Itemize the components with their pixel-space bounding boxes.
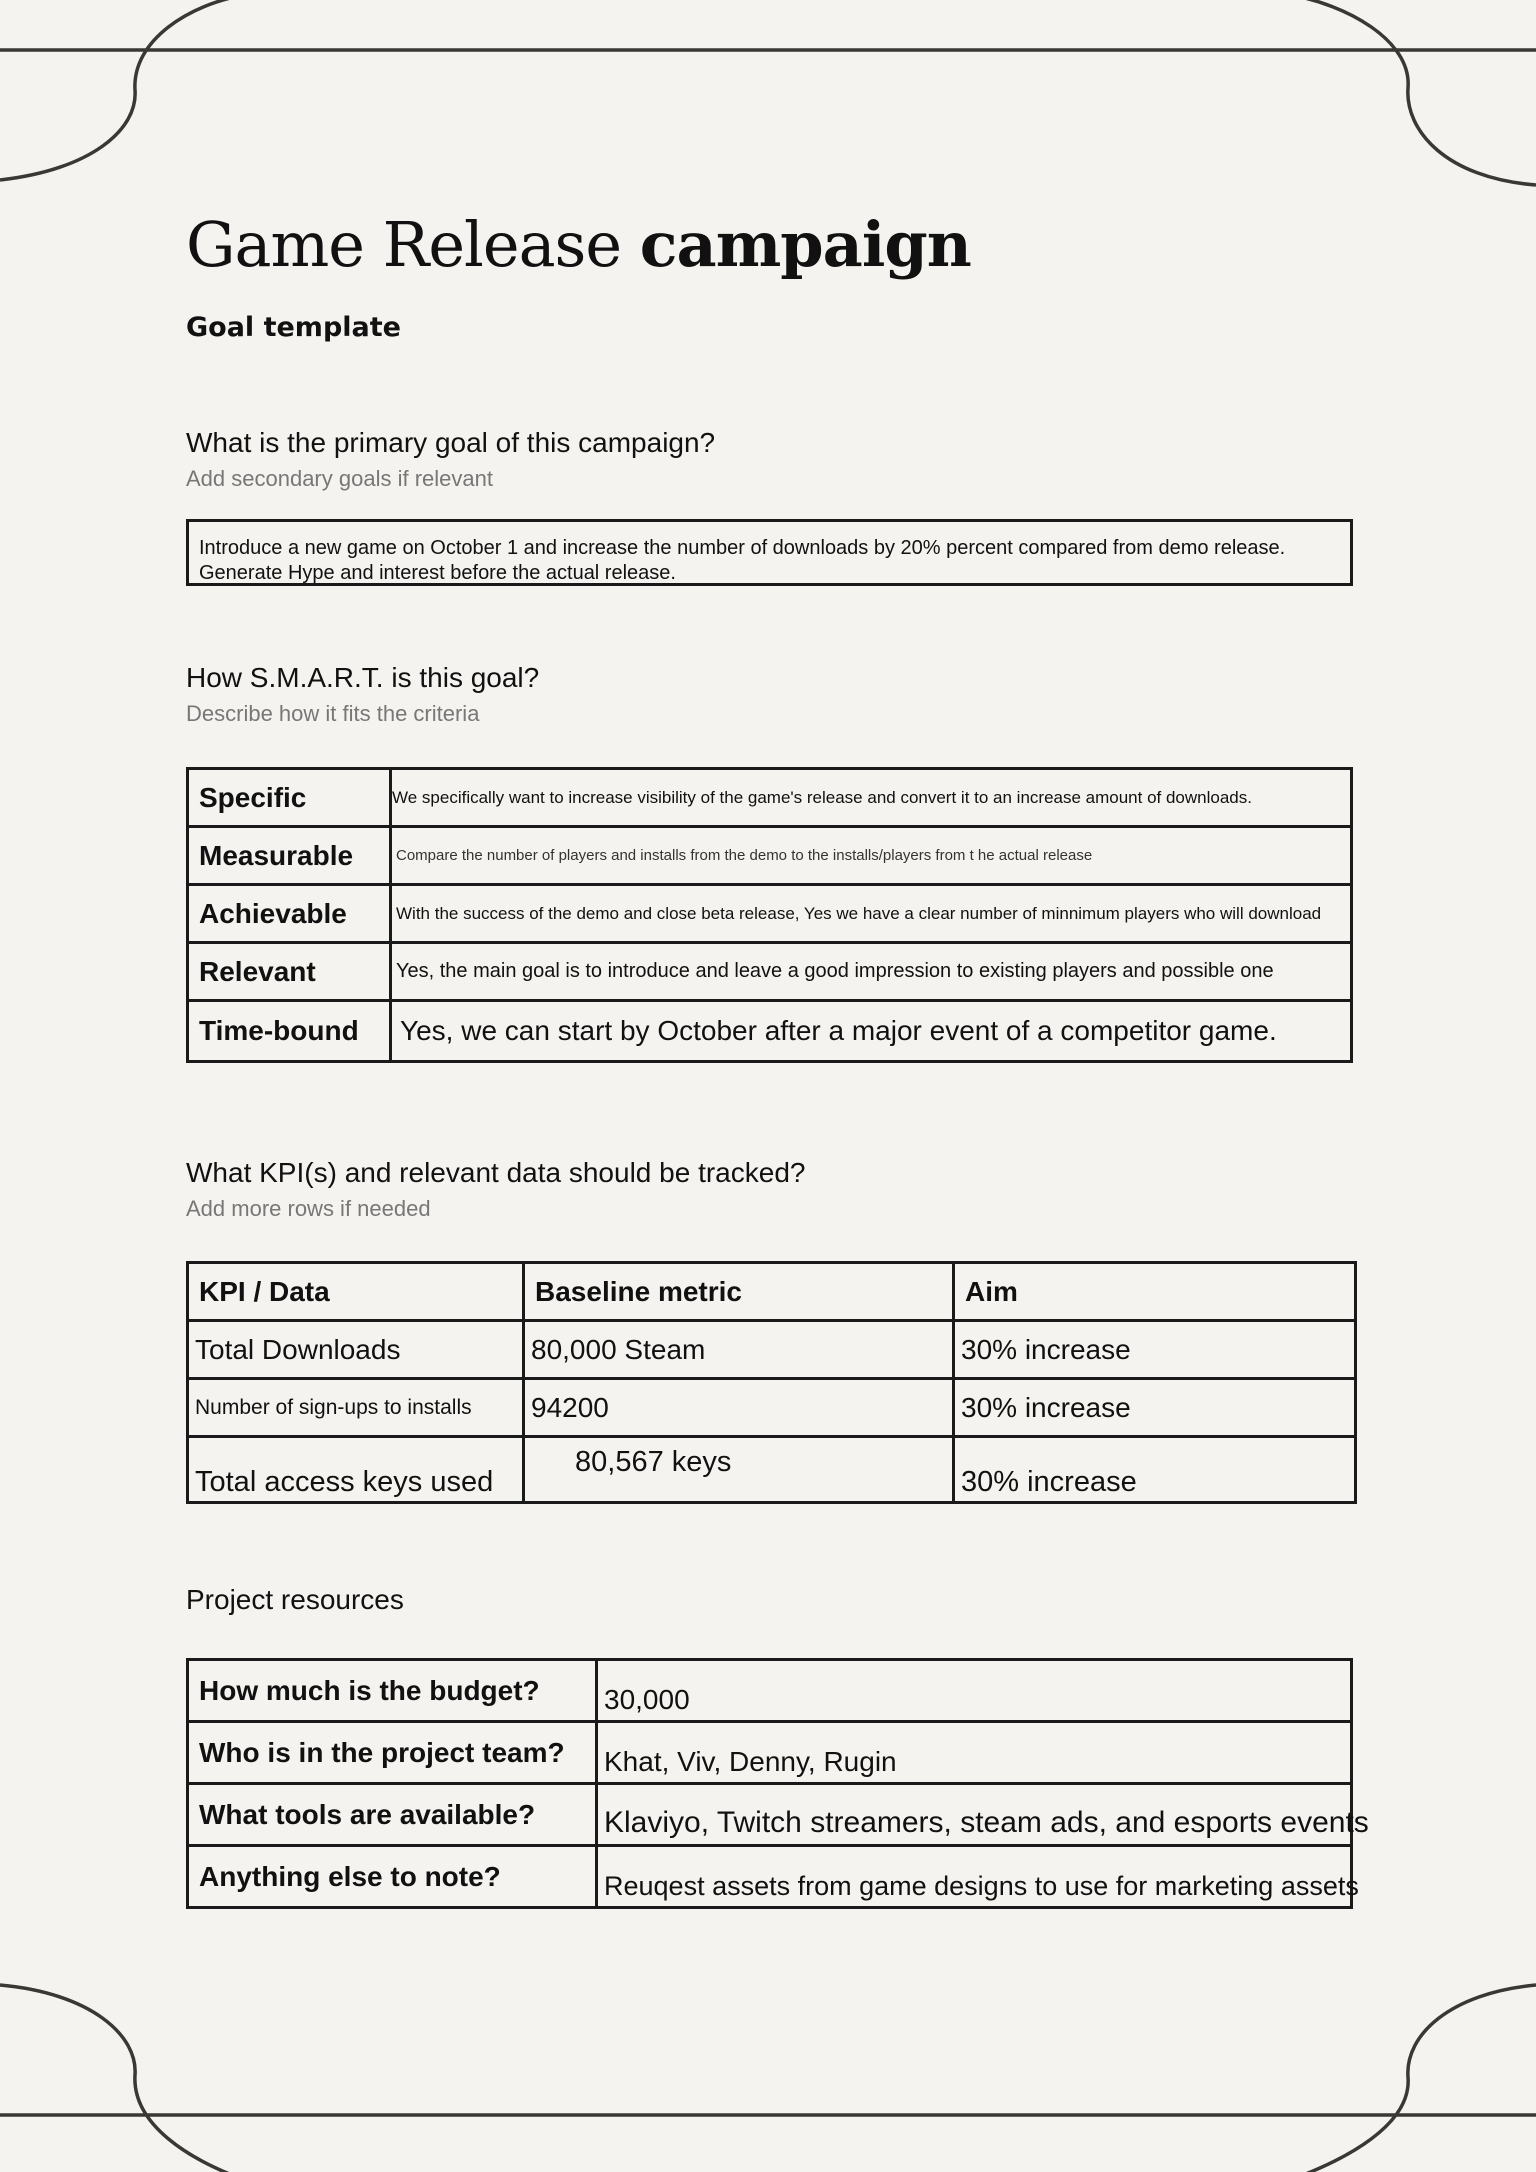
- kpi-cell[interactable]: Number of sign-ups to installs: [188, 1379, 524, 1437]
- kpi-header-baseline: Baseline metric: [524, 1263, 954, 1321]
- kpi-cell[interactable]: 30% increase: [954, 1437, 1356, 1503]
- kpi-cell[interactable]: 80,000 Steam: [524, 1321, 954, 1379]
- resource-value[interactable]: Reuqest assets from game designs to use for marketing assets: [597, 1846, 1352, 1908]
- table-row: [188, 1321, 1356, 1379]
- smart-table: [186, 767, 1353, 1063]
- smart-value[interactable]: We specifically want to increase visibility of the game's release and convert it to an increase amount of downloads.: [391, 769, 1352, 827]
- resource-value[interactable]: 30,000: [597, 1660, 1352, 1722]
- smart-row-achievable: [188, 885, 1352, 943]
- smart-label: Achievable: [188, 885, 391, 943]
- table-row: [188, 1437, 1356, 1503]
- title-bold: campaign: [639, 208, 971, 281]
- smart-value[interactable]: With the success of the demo and close beta release, Yes we have a clear number of minnimum players who will download: [391, 885, 1352, 943]
- kpi-cell[interactable]: 30% increase: [954, 1321, 1356, 1379]
- kpi-table: [186, 1261, 1357, 1504]
- resource-label: Anything else to note?: [188, 1846, 597, 1908]
- resource-value[interactable]: Khat, Viv, Denny, Rugin: [597, 1722, 1352, 1784]
- primary-goal-hint: Add secondary goals if relevant: [186, 466, 493, 491]
- smart-row-specific: [188, 769, 1352, 827]
- smart-row-time-bound: [188, 1001, 1352, 1062]
- kpi-cell[interactable]: Total Downloads: [188, 1321, 524, 1379]
- kpi-cell[interactable]: 30% increase: [954, 1379, 1356, 1437]
- kpi-question: What KPI(s) and relevant data should be tracked?: [186, 1157, 806, 1188]
- smart-hint: Describe how it fits the criteria: [186, 701, 480, 726]
- bottom-left-arc: [0, 1985, 245, 2172]
- top-right-arc: [1290, 0, 1536, 185]
- kpi-hint: Add more rows if needed: [186, 1196, 431, 1221]
- kpi-cell[interactable]: 94200: [524, 1379, 954, 1437]
- primary-goal-question: What is the primary goal of this campaign?: [186, 427, 716, 458]
- table-row: [188, 1722, 1352, 1784]
- resource-label: What tools are available?: [188, 1784, 597, 1846]
- resources-heading: Project resources: [186, 1584, 404, 1615]
- resource-label: How much is the budget?: [188, 1660, 597, 1722]
- top-left-arc: [0, 0, 245, 180]
- smart-value[interactable]: Yes, we can start by October after a major event of a competitor game.: [391, 1001, 1352, 1062]
- table-row: [188, 1846, 1352, 1908]
- kpi-cell[interactable]: 80,567 keys: [524, 1437, 954, 1503]
- title-regular: Game Release: [186, 208, 622, 281]
- smart-label: Measurable: [188, 827, 391, 885]
- table-row: [188, 1379, 1356, 1437]
- smart-row-measurable: [188, 827, 1352, 885]
- smart-value[interactable]: Compare the number of players and installs from the demo to the installs/players from t he actual release: [391, 827, 1352, 885]
- table-row: [188, 1784, 1352, 1846]
- smart-label: Specific: [188, 769, 391, 827]
- resource-label: Who is in the project team?: [188, 1722, 597, 1784]
- kpi-header-kpi: KPI / Data: [188, 1263, 524, 1321]
- resources-table: [186, 1658, 1369, 1909]
- kpi-header-row: [188, 1263, 1356, 1321]
- primary-goal-answer-box[interactable]: [186, 519, 1353, 586]
- page-subtitle: Goal template: [186, 312, 401, 343]
- page-title: [186, 208, 971, 281]
- smart-label: Time-bound: [188, 1001, 391, 1062]
- kpi-header-aim: Aim: [954, 1263, 1356, 1321]
- smart-question: How S.M.A.R.T. is this goal?: [186, 662, 540, 693]
- kpi-cell[interactable]: Total access keys used: [188, 1437, 524, 1503]
- smart-row-relevant: [188, 943, 1352, 1001]
- table-row: [188, 1660, 1352, 1722]
- primary-goal-answer-line2: Generate Hype and interest before the actual release.: [199, 562, 676, 584]
- resource-value[interactable]: Klaviyo, Twitch streamers, steam ads, and esports events: [597, 1784, 1352, 1846]
- primary-goal-answer-line1: Introduce a new game on October 1 and increase the number of downloads by 20% percent compared from demo release.: [199, 537, 1286, 559]
- smart-value[interactable]: Yes, the main goal is to introduce and leave a good impression to existing players and possible one: [391, 943, 1352, 1001]
- smart-label: Relevant: [188, 943, 391, 1001]
- bottom-right-arc: [1290, 1985, 1536, 2172]
